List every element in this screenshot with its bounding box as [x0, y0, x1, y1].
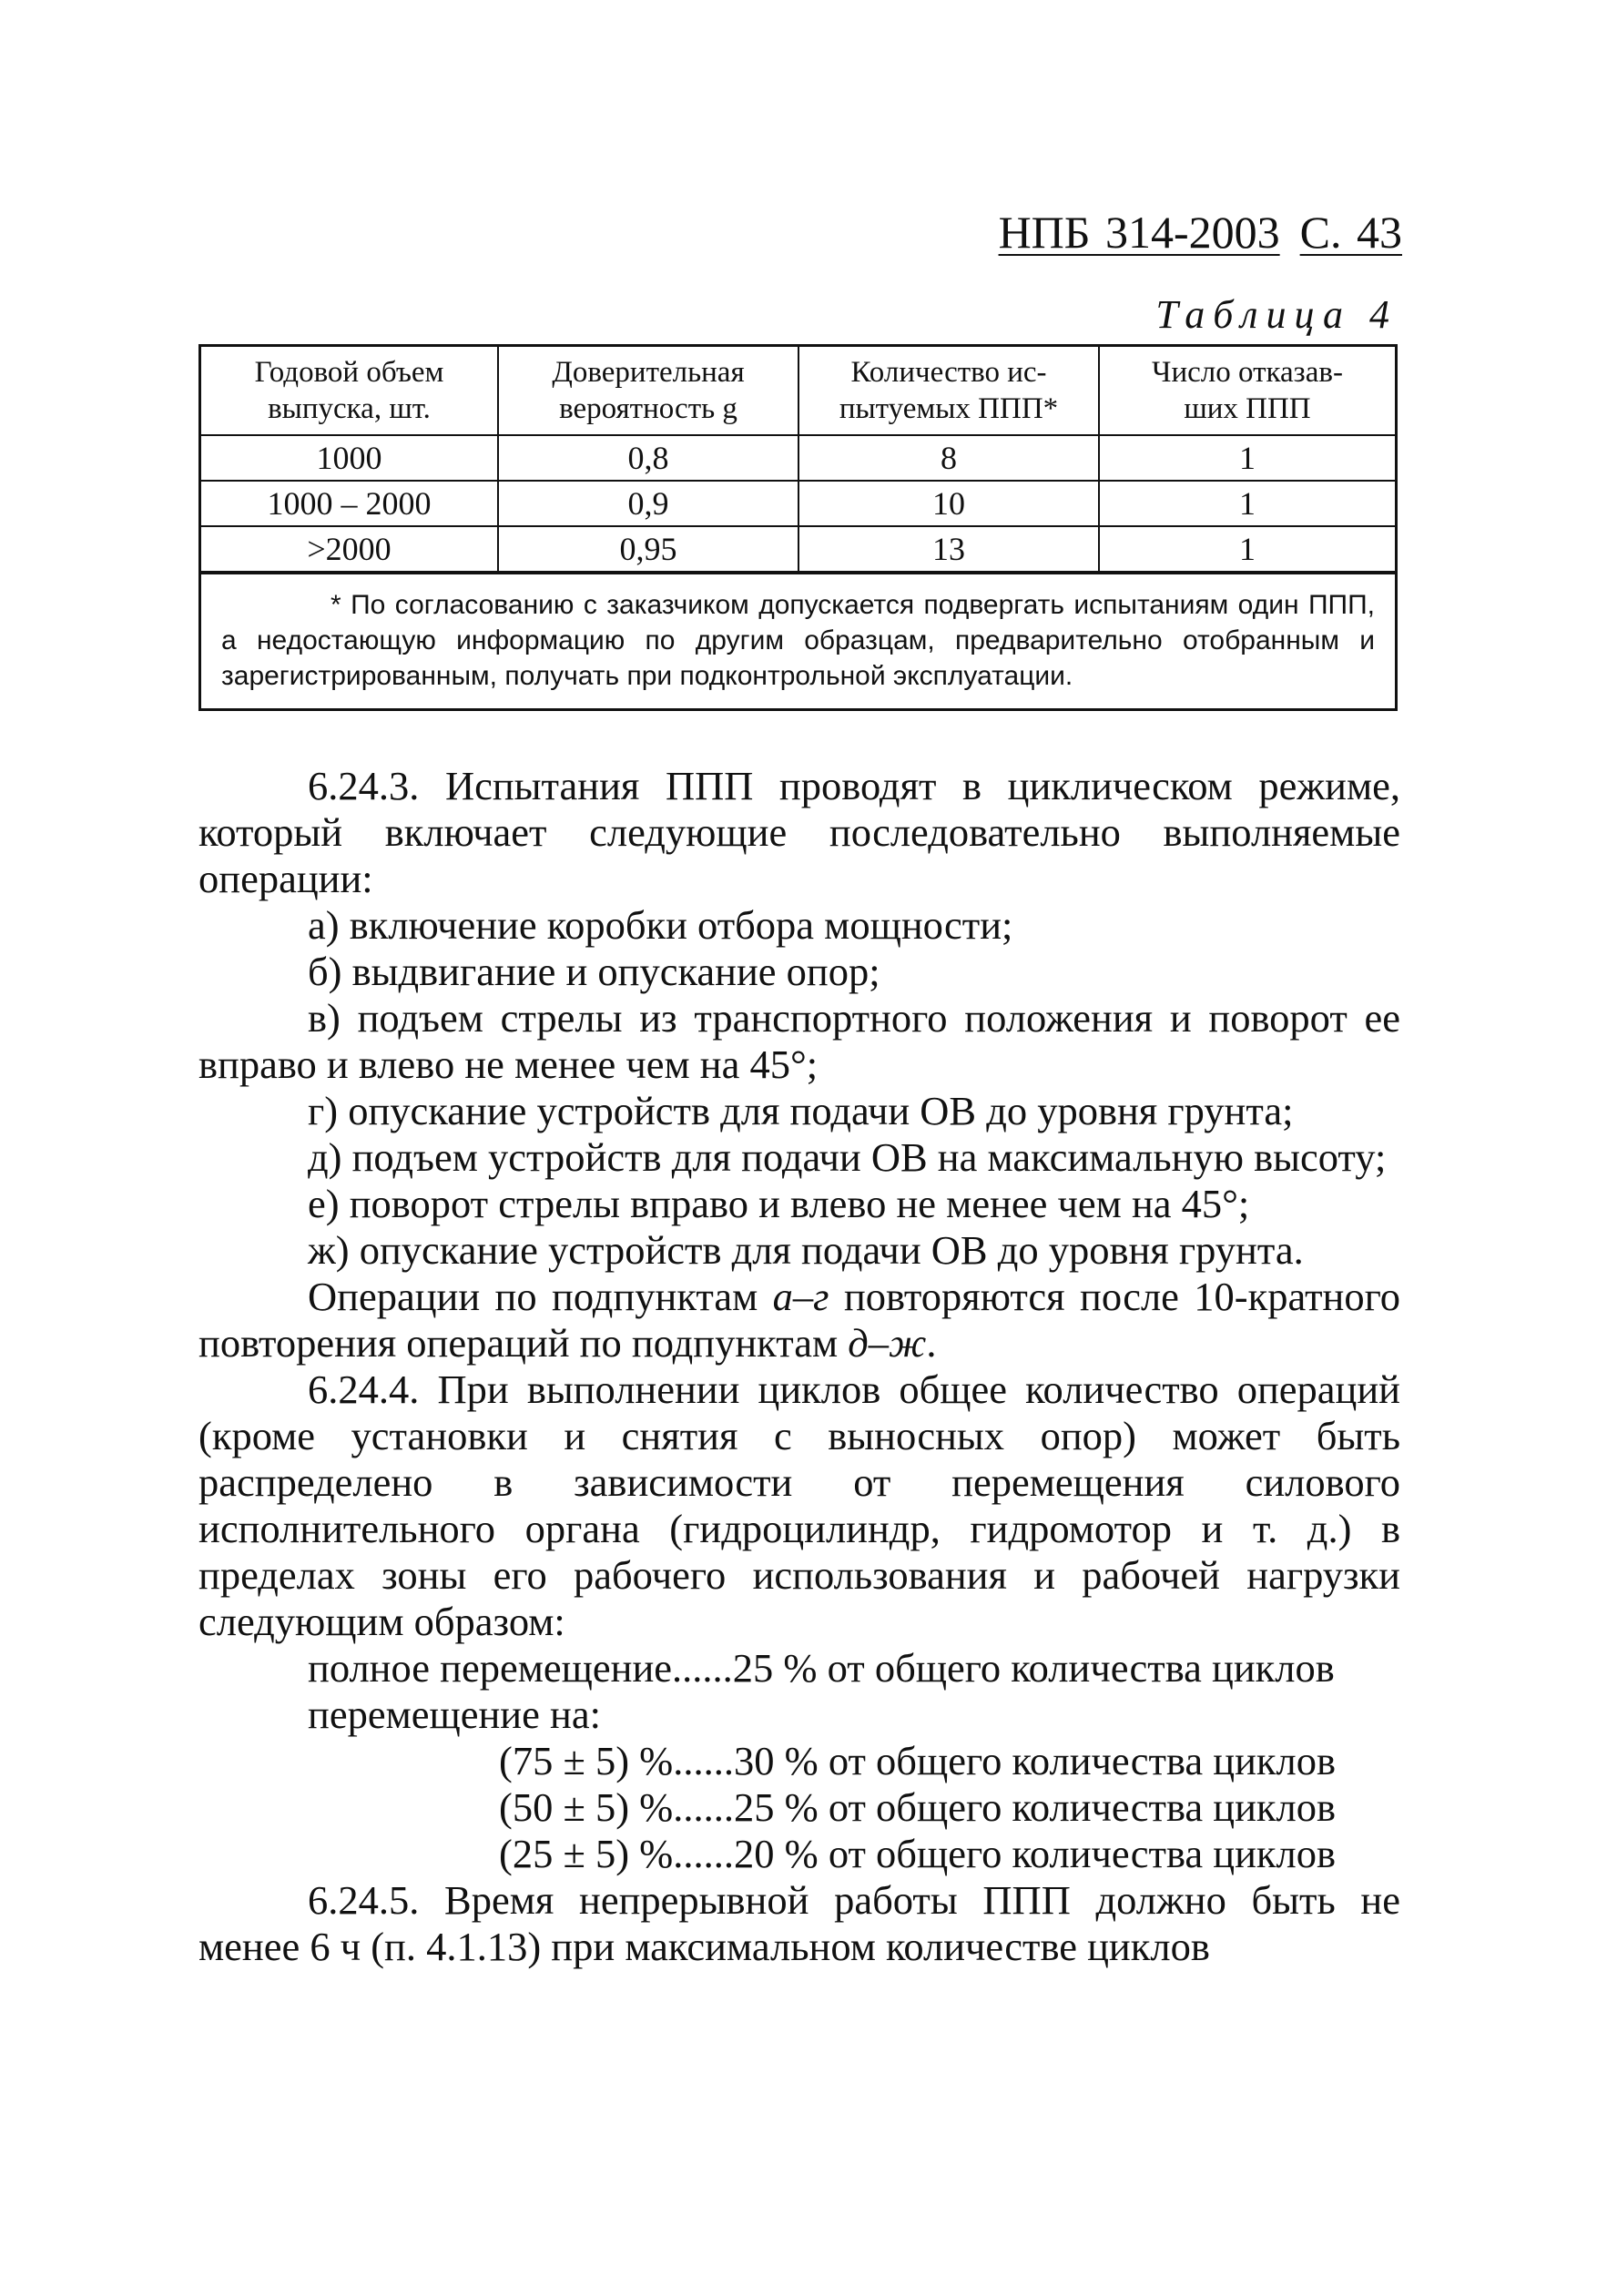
table-4: [198, 344, 1398, 711]
list-item: е) поворот стрелы вправо и влево не менее чем на 45°;: [308, 1181, 1250, 1226]
column-header: [201, 347, 498, 435]
distribution-row: (25 ± 5) %......20 % от общего количества циклов: [499, 1831, 1336, 1876]
distribution-row: (50 ± 5) %......25 % от общего количества циклов: [499, 1784, 1336, 1830]
table-cell: 0,8: [498, 435, 798, 481]
column-header-line: Годовой объем: [254, 356, 444, 389]
paragraph-operations: [198, 1274, 1400, 1366]
table-cell: 1: [1099, 435, 1395, 481]
table-cell: 1000: [201, 435, 498, 481]
column-header: [798, 347, 1099, 435]
paragraph-6-24-3: 6.24.3. Испытания ППП проводят в циклическом режиме, который включает следующие последовательно выполняемые операции:: [198, 763, 1400, 901]
body-text: [198, 763, 1400, 1970]
column-header: [1099, 347, 1395, 435]
column-header-line: Доверительная: [552, 356, 745, 389]
page-header: [999, 206, 1402, 259]
paragraph-6-24-4: 6.24.4. При выполнении циклов общее количество операций (кроме установки и снятия с выносных опор) может быть распределено в зависимости от перемещения силового исполнительного органа (гидроцилиндр, гидромотор и т. д.) в пределах зоны его рабочего использования и рабочей нагрузки следующим образом:: [198, 1366, 1400, 1644]
column-header-line: выпуска, шт.: [268, 392, 431, 425]
document-id: НПБ 314-2003: [998, 207, 1280, 258]
page-number: С. 43: [1299, 207, 1402, 258]
table-cell: 1: [1099, 526, 1395, 572]
table-row: [201, 435, 1395, 481]
operations-text: Операции по подпунктам: [308, 1274, 773, 1319]
operations-ref-a-g: а–г: [772, 1274, 829, 1319]
table-cell: 10: [798, 481, 1099, 526]
list-item: д) подъем устройств для подачи ОВ на максимальную высоту;: [308, 1134, 1387, 1180]
list-item: в) подъем стрелы из транспортного положения и поворот ее вправо и влево не менее чем на 45°;: [198, 995, 1400, 1087]
table-cell: >2000: [201, 526, 498, 572]
table-caption: Таблица 4: [1155, 292, 1398, 337]
operations-ref-d-zh: д–ж: [848, 1320, 927, 1366]
paragraph-6-24-5: 6.24.5. Время непрерывной работы ППП должно быть не менее 6 ч (п. 4.1.13) при максимальном количестве циклов: [198, 1877, 1400, 1969]
list-item: а) включение коробки отбора мощности;: [308, 902, 1013, 948]
table-cell: 8: [798, 435, 1099, 481]
distribution-full: полное перемещение......25 % от общего количества циклов: [308, 1645, 1335, 1691]
table-footnote: * По согласованию с заказчиком допускается подвергать испытаниям один ППП, а недостающую информацию по другим образцам, предварительно отобранным и зарегистрированным, получать при подконтрольной эксплуатации.: [201, 573, 1395, 708]
column-header-line: вероятность g: [559, 392, 737, 425]
operations-text: повторяются после 10-кратного повторения операций по подпунктам: [198, 1274, 1400, 1366]
table-cell: 1000 – 2000: [201, 481, 498, 526]
column-header: [498, 347, 798, 435]
distribution-row: (75 ± 5) %......30 % от общего количества циклов: [499, 1738, 1336, 1783]
table-cell: 1: [1099, 481, 1395, 526]
column-header-line: Количество ис-: [850, 356, 1047, 389]
list-item: ж) опускание устройств для подачи ОВ до уровня грунта.: [308, 1227, 1304, 1273]
distribution-label: перемещение на:: [308, 1692, 601, 1737]
column-header-line: пытуемых ППП*: [839, 392, 1059, 425]
table-cell: 0,9: [498, 481, 798, 526]
operations-text: .: [926, 1320, 937, 1366]
table-row: [201, 526, 1395, 572]
list-item: г) опускание устройств для подачи ОВ до уровня грунта;: [308, 1088, 1294, 1133]
column-header-line: Число отказав-: [1152, 356, 1343, 389]
table-cell: 0,95: [498, 526, 798, 572]
table-cell: 13: [798, 526, 1099, 572]
list-item: б) выдвигание и опускание опор;: [308, 949, 880, 994]
table-header-row: [201, 347, 1395, 435]
data-table: [201, 347, 1395, 573]
table-row: [201, 481, 1395, 526]
column-header-line: ших ППП: [1184, 392, 1311, 425]
